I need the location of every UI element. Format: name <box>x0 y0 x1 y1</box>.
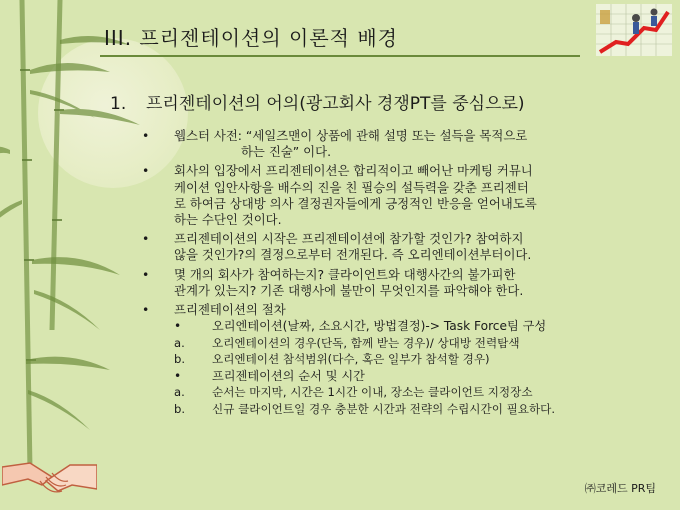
procedure-mark: b. <box>174 401 186 416</box>
section-number: 1. <box>110 94 127 114</box>
bullet-line: 웹스터 사전: “세일즈맨이 상품에 관해 설명 또는 설득을 목적으로 <box>174 128 528 143</box>
bamboo-decoration <box>0 0 150 470</box>
procedure-item <box>142 318 662 335</box>
bullet-mark: • <box>142 128 150 143</box>
procedure-item <box>142 335 662 352</box>
bullet-line: 하는 수단인 것이다. <box>174 212 282 228</box>
bullet-item <box>142 302 662 318</box>
procedure-text: 오리엔테이션(날짜, 소요시간, 방법결정)-> Task Force팀 구성 <box>212 319 547 334</box>
procedure-mark: a. <box>174 385 185 400</box>
procedure-text: 오리엔테이션의 경우(단독, 함께 받는 경우)/ 상대방 전력탐색 <box>212 335 520 350</box>
handshake-icon <box>2 455 97 509</box>
growth-chart-icon <box>596 4 672 56</box>
bullet-line: 않을 것인가?의 결정으로부터 전개된다. 즉 오리엔테이션부터이다. <box>174 247 532 263</box>
bullet-line: 하는 진술” 이다. <box>174 144 332 160</box>
procedure-text: 오리엔테이션 참석범위(다수, 혹은 일부가 참석할 경우) <box>212 352 490 367</box>
section-title: 프리젠테이션의 어의(광고회사 경쟁PT를 중심으로) <box>146 94 525 114</box>
bullet-mark: • <box>142 266 150 282</box>
slide-title: III. 프리젠테이션의 이론적 배경 <box>104 26 398 50</box>
bullet-line: 프리젠테이션의 시작은 프리젠테이션에 참가할 것인가? 참여하지 <box>174 231 524 247</box>
bullet-mark: • <box>142 302 150 318</box>
bullet-item <box>142 231 662 263</box>
procedure-mark: b. <box>174 352 186 367</box>
procedure-item <box>142 351 662 368</box>
bullet-item <box>142 128 662 160</box>
footer-credit: ㈜코레드 PR팀 <box>584 482 656 495</box>
procedure-mark: a. <box>174 335 185 350</box>
bullet-line: 로 하여금 상대방 의사 결정권자들에게 긍정적인 반응을 얻어내도록 <box>174 195 537 211</box>
bullet-mark: • <box>142 163 150 179</box>
content-body <box>142 128 662 417</box>
bullet-line: 프리젠테이션의 절차 <box>174 302 286 318</box>
procedure-mark: • <box>174 319 182 334</box>
bullet-item <box>142 267 662 299</box>
bullet-item <box>142 163 662 228</box>
procedure-item <box>142 384 662 401</box>
bullet-line: 케이션 입안사항을 배수의 진을 친 필승의 설득력을 갖춘 프리젠터 <box>174 179 529 195</box>
bullet-line: 회사의 입장에서 프리젠테이션은 합리적이고 빼어난 마케팅 커뮤니 <box>174 163 533 179</box>
bullet-line: 몇 개의 회사가 참여하는지? 클라이언트와 대행사간의 불가피한 <box>174 266 516 282</box>
procedure-mark: • <box>174 368 182 383</box>
procedure-text: 프리젠테이션의 순서 및 시간 <box>212 368 365 383</box>
procedure-item <box>142 401 662 418</box>
procedure-text: 순서는 마지막, 시간은 1시간 이내, 장소는 클라이언트 지정장소 <box>212 385 533 400</box>
procedure-item <box>142 368 662 385</box>
section-heading <box>110 89 525 114</box>
procedure-text: 신규 클라이언트일 경우 충분한 시간과 전략의 수립시간이 필요하다. <box>212 401 556 416</box>
title-divider <box>100 55 580 57</box>
bullet-line: 관계가 있는지? 기존 대행사에 불만이 무엇인지를 파악해야 한다. <box>174 282 524 298</box>
bullet-mark: • <box>142 231 150 247</box>
